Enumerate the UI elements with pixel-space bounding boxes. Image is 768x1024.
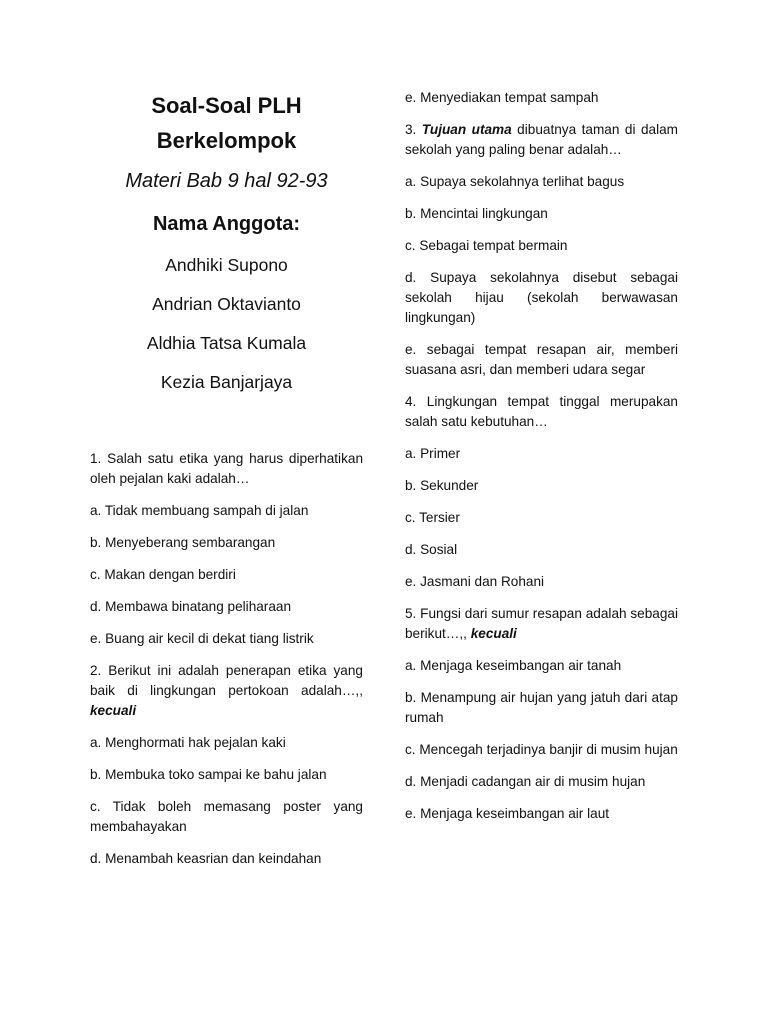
question-4: 4. Lingkungan tempat tinggal merupakan salah satu kebutuhan…	[405, 394, 678, 429]
option: c. Tidak boleh memasang poster yang membahayakan	[90, 799, 363, 834]
title: Soal-Soal PLH	[151, 93, 302, 118]
option: d. Sosial	[405, 542, 458, 557]
subtitle: Materi Bab 9 hal 92-93	[125, 170, 328, 192]
member-name: Aldhia Tatsa Kumala	[146, 333, 307, 353]
member-name: Andrian Oktavianto	[152, 294, 301, 314]
option: a. Tidak membuang sampah di jalan	[90, 503, 309, 518]
option: a. Menghormati hak pejalan kaki	[90, 735, 286, 750]
option: e. Menjaga keseimbangan air laut	[405, 806, 610, 821]
member-name: Kezia Banjarjaya	[160, 372, 293, 392]
option: b. Mencintai lingkungan	[405, 206, 548, 221]
option: b. Menyeberang sembarangan	[90, 535, 276, 550]
option: d. Menambah keasrian dan keindahan	[90, 851, 322, 866]
option: b. Menampung air hujan yang jatuh dari atap rumah	[405, 690, 678, 725]
question-number: 3.	[405, 122, 422, 137]
question-3	[405, 120, 678, 160]
question-text: 2. Berikut ini adalah penerapan etika yang baik di lingkungan pertokoan adalah…,,	[90, 663, 363, 698]
option: e. Jasmani dan Rohani	[405, 574, 545, 589]
document-header	[90, 88, 363, 393]
question-text: dibuatnya taman di dalam sekolah yang paling benar adalah…	[405, 122, 678, 157]
question-1: 1. Salah satu etika yang harus diperhatikan oleh pejalan kaki adalah…	[90, 451, 363, 486]
emphasis: kecuali	[470, 626, 517, 641]
option: c. Mencegah terjadinya banjir di musim hujan	[405, 742, 678, 757]
option: a. Menjaga keseimbangan air tanah	[405, 658, 622, 673]
option: d. Membawa binatang peliharaan	[90, 599, 292, 614]
option: e. Buang air kecil di dekat tiang listrik	[90, 631, 314, 646]
option: b. Sekunder	[405, 478, 479, 493]
members-heading: Nama Anggota:	[152, 213, 301, 235]
right-column-questions	[405, 88, 678, 836]
option: b. Membuka toko sampai ke bahu jalan	[90, 767, 327, 782]
option: e. Menyediakan tempat sampah	[405, 90, 599, 105]
option: c. Makan dengan berdiri	[90, 567, 236, 582]
question-text: 5. Fungsi dari sumur resapan adalah sebagai berikut…,,	[405, 606, 678, 641]
option: d. Menjadi cadangan air di musim hujan	[405, 774, 646, 789]
left-column-questions	[90, 449, 363, 881]
option: d. Supaya sekolahnya disebut sebagai sekolah hijau (sekolah berwawasan lingkungan)	[405, 270, 678, 325]
question-5	[405, 604, 678, 644]
option: a. Supaya sekolahnya terlihat bagus	[405, 174, 625, 189]
title-line-2: Berkelompok	[156, 128, 297, 153]
option: c. Sebagai tempat bermain	[405, 238, 568, 253]
option: c. Tersier	[405, 510, 460, 525]
option: e. sebagai tempat resapan air, memberi suasana asri, dan memberi udara segar	[405, 342, 678, 377]
emphasis: Tujuan utama	[421, 122, 512, 137]
option: a. Primer	[405, 446, 461, 461]
emphasis: kecuali	[90, 703, 137, 718]
member-name: Andhiki Supono	[165, 255, 288, 275]
question-2	[90, 661, 363, 721]
